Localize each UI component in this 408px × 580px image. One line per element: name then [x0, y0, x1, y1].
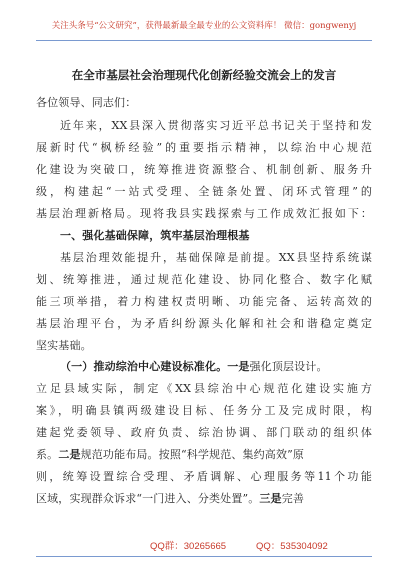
subsection-line: [60, 359, 372, 375]
text-run: 系。: [36, 448, 59, 461]
paragraph-line: 级，构建起“一站式受理、全链条处置、闭环式管理”的: [36, 185, 372, 198]
paragraph-line: 基层治理平台，为矛盾纠纷源头化解和社会和谐稳定奠定: [36, 317, 372, 330]
text-run: 区域，实现群众诉求“一门进入、分类处置”。: [36, 492, 260, 505]
paragraph-line: 划、统筹推进，通过规范化建设、协同化整合、数字化赋: [36, 273, 372, 286]
paragraph-line: 立足县域实际，制定《XX县综治中心规范化建设实施方: [36, 382, 372, 395]
footer-divider: [36, 556, 372, 557]
paragraph-line: 案》，明确县镇两级建设目标、任务分工及完成时限，构: [36, 404, 372, 417]
emphasis-run: 二是: [58, 448, 81, 461]
paragraph-line: 坚实基础。: [36, 339, 92, 352]
text-run: 规范功能布局。按照“科学规范、集约高效”原: [80, 448, 305, 461]
section-heading: 一、强化基础保障，筑牢基层治理根基: [60, 229, 250, 242]
paragraph-line: 则，统筹设置综合受理、矛盾调解、心理服务等11个功能: [36, 470, 372, 483]
paragraph-line: 化建设为突破口，统筹推进资源整合、机制创新、服务升: [36, 163, 372, 176]
paragraph-line: 能三项举措，着力构建权责明晰、功能完备、运转高效的: [36, 295, 372, 308]
footer-qq: QQ：535304092: [256, 541, 328, 552]
paragraph-line: 建起党委领导、政府负责、综治协调、部门联动的组织体: [36, 426, 372, 439]
footer-qq-group: QQ群：30265665: [150, 541, 227, 552]
paragraph-line: 基层治理效能提升，基础保障是前提。XX县坚持系统谋: [60, 251, 372, 264]
document-title: 在全市基层社会治理现代化创新经验交流会上的发言: [71, 68, 337, 82]
paragraph-line: [36, 447, 372, 463]
paragraph-line: 近年来，XX县深入贯彻落实习近平总书记关于坚持和发: [60, 119, 372, 132]
subsection-text: 强化顶层设计。: [249, 360, 328, 373]
salutation: 各位领导、同志们：: [36, 96, 137, 109]
paragraph-line: 基层治理新格局。现将我县实践探索与工作成效汇报如下：: [36, 207, 372, 220]
paragraph-line: 展新时代“枫桥经验”的重要指示精神，以综治中心规范: [36, 141, 372, 154]
paragraph-line: [36, 491, 372, 507]
emphasis-run: 三是: [259, 492, 282, 505]
text-run: 完善: [281, 492, 305, 505]
subsection-heading: （一）推动综治中心建设标准化。一是: [60, 360, 250, 373]
header-banner: 关注头条号“公文研究”，获得最新最全最专业的公文资料库！ 微信：gongwenyj: [51, 21, 357, 31]
header-divider: [36, 40, 372, 41]
